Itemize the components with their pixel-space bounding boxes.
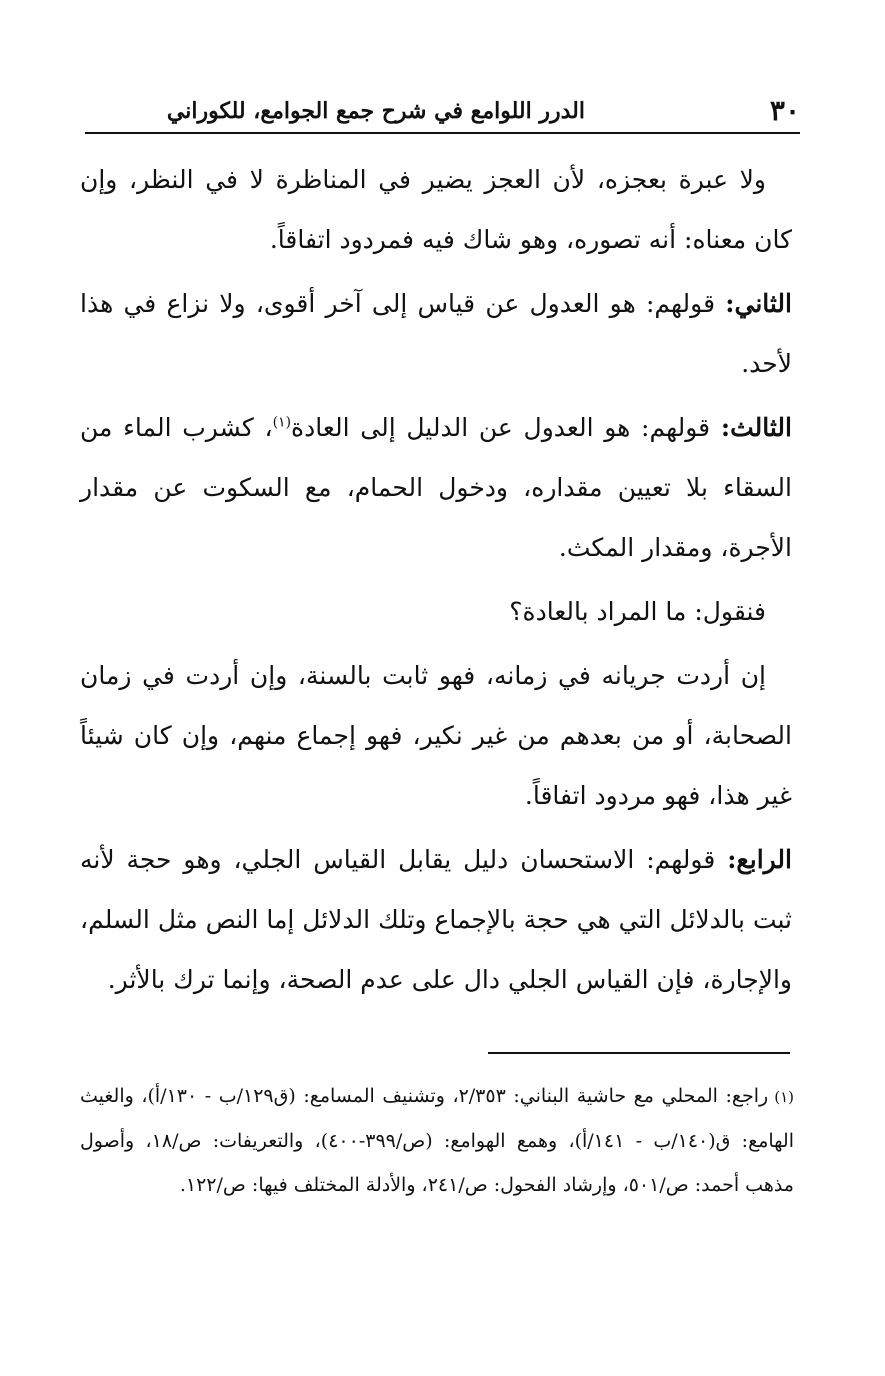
paragraph-text: ولا عبرة بعجزه، لأن العجز يضير في المناظرة لا في النظر، وإن كان معناه: أنه تصوره، وهو شاك فيه فمردود اتفاقاً. <box>80 165 792 254</box>
paragraph <box>80 398 792 578</box>
page-number: ٣٠ <box>769 94 800 127</box>
footnote-text: راجع: المحلي مع حاشية البناني: ٢/٣٥٣، وتشنيف المسامع: (ق١٢٩/ب - ١٣٠/أ)، والغيث الهامع: ق(١٤٠/ب - ١٤١/أ)، وهمع الهوامع: (ص/٣٩٩-٤٠٠)، والتعريفات: ص/١٨، وأصول مذهب أحمد: ص/٥٠١، وإرشاد الفحول: ص/٢٤١، والأدلة المختلف فيها: ص/١٢٢. <box>80 1085 794 1196</box>
section-lead: الرابع: <box>727 845 792 874</box>
paragraph <box>80 274 792 394</box>
paragraph-text: قولهم: هو العدول عن قياس إلى آخر أقوى، ولا نزاع في هذا لأحد. <box>80 289 792 378</box>
paragraph <box>80 646 792 826</box>
paragraph-text: قولهم: الاستحسان دليل يقابل القياس الجلي، وهو حجة لأنه ثبت بالدلائل التي هي حجة بالإجماع وتلك الدلائل إما النص مثل السلم، والإجارة، فإن القياس الجلي دال على عدم الصحة، وإنما ترك بالأثر. <box>80 845 792 994</box>
running-title: الدرر اللوامع في شرح جمع الجوامع، للكوراني <box>166 98 585 124</box>
paragraph-text: إن أردت جريانه في زمانه، فهو ثابت بالسنة، وإن أردت في زمان الصحابة، أو من بعدهم من غير نكير، فهو إجماع منهم، وإن كان شيئاً غير هذا، فهو مردود اتفاقاً. <box>80 661 792 810</box>
section-lead: الثالث: <box>720 413 792 442</box>
paragraph-text: فنقول: ما المراد بالعادة؟ <box>509 597 766 626</box>
footnote-reference[interactable]: (١) <box>272 414 292 431</box>
footnote <box>80 1074 794 1207</box>
footnote-marker: (١) <box>774 1088 794 1106</box>
section-lead: الثاني: <box>725 289 792 318</box>
main-text <box>80 150 792 1014</box>
paragraph <box>80 582 792 642</box>
paragraph-text-continued: ، كشرب الماء من السقاء بلا تعيين مقداره، ودخول الحمام، مع السكوت عن مقدار الأجرة، ومقدار المكث. <box>80 413 792 562</box>
paragraph <box>80 150 792 270</box>
footnote-divider <box>488 1052 790 1054</box>
footnotes <box>80 1074 794 1207</box>
page-header <box>85 92 800 134</box>
paragraph-text: قولهم: هو العدول عن الدليل إلى العادة <box>291 413 721 442</box>
paragraph <box>80 830 792 1010</box>
